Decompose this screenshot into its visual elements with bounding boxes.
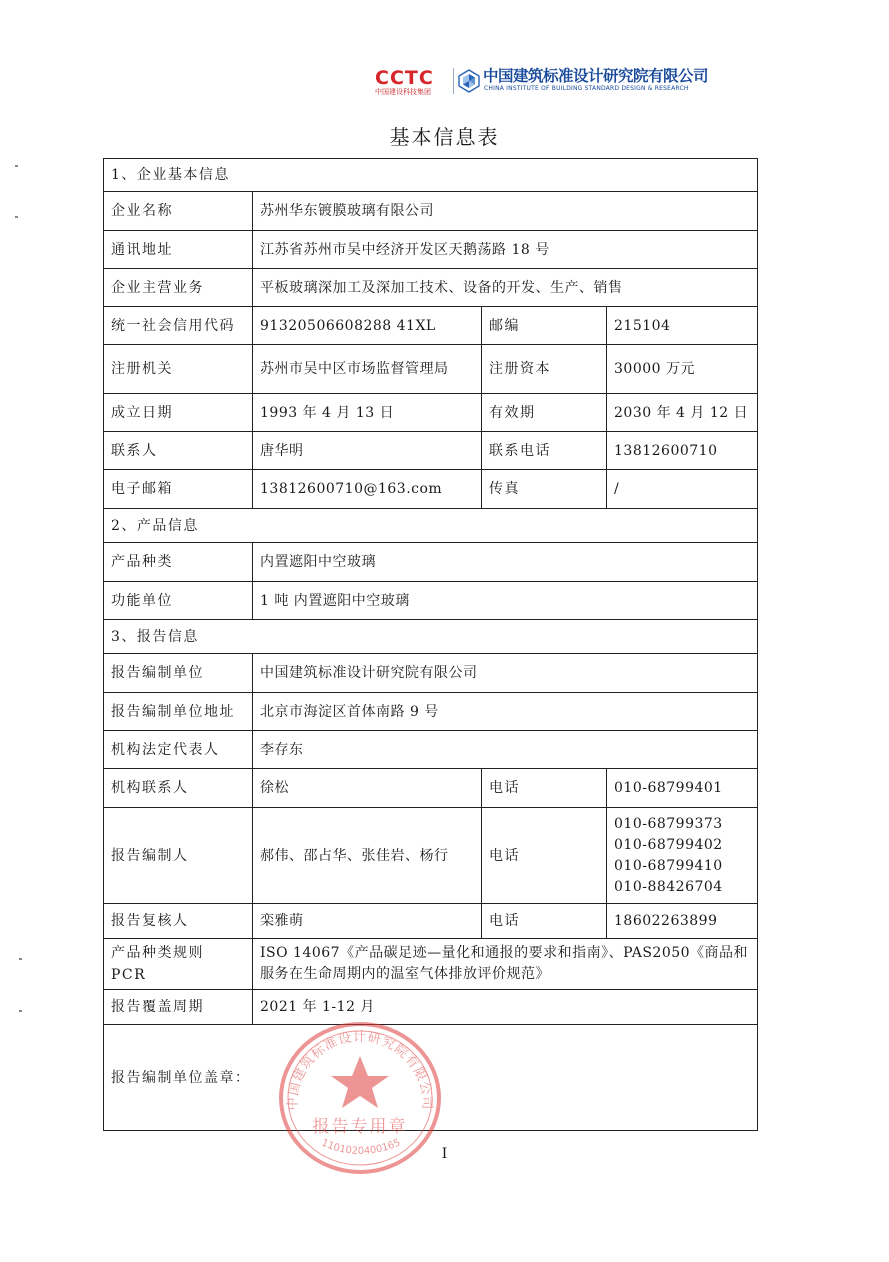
credit-code-value: 91320506608288 41XL — [253, 307, 482, 345]
table-row — [104, 269, 758, 307]
section-product-title: 2、产品信息 — [104, 509, 758, 543]
reg-authority-label: 注册机关 — [104, 345, 253, 394]
fax-value: / — [607, 470, 758, 509]
section-row — [104, 620, 758, 654]
functional-unit-value: 1 吨 内置遮阳中空玻璃 — [253, 582, 758, 620]
authors-value: 郝伟、邵占华、张佳岩、杨行 — [253, 808, 482, 904]
table-row — [104, 394, 758, 432]
table-row — [104, 192, 758, 231]
business-label: 企业主营业务 — [104, 269, 253, 307]
pcr-value: ISO 14067《产品碳足迹—量化和通报的要求和指南》、PAS2050《商品和服务在生命周期内的温室气体排放评价规范》 — [253, 939, 758, 990]
postcode-label: 邮编 — [482, 307, 607, 345]
org-contact-phone-label: 电话 — [482, 769, 607, 808]
scan-mark — [19, 958, 22, 960]
institute-name: 中国建筑标准设计研究院有限公司 — [483, 67, 709, 85]
business-value: 平板玻璃深加工及深加工技术、设备的开发、生产、销售 — [253, 269, 758, 307]
legal-rep-label: 机构法定代表人 — [104, 731, 253, 769]
cctc-logo-text: CCTC — [375, 67, 434, 89]
reg-capital-value: 30000 万元 — [607, 345, 758, 394]
seal-label: 报告编制单位盖章： — [104, 1025, 758, 1131]
table-row — [104, 345, 758, 394]
table-row — [104, 1025, 758, 1131]
scan-mark — [15, 165, 18, 167]
table-row — [104, 470, 758, 509]
org-contact-phone-value: 010-68799401 — [607, 769, 758, 808]
cctc-logo-subtitle: 中国建设科技集团 — [375, 88, 431, 96]
table-row — [104, 939, 758, 990]
phone-label: 联系电话 — [482, 432, 607, 470]
reviewer-phone-value: 18602263899 — [607, 904, 758, 939]
founded-value: 1993 年 4 月 13 日 — [253, 394, 482, 432]
cctc-logo — [375, 68, 451, 97]
reviewer-phone-label: 电话 — [482, 904, 607, 939]
founded-label: 成立日期 — [104, 394, 253, 432]
logo-divider — [453, 68, 454, 94]
fax-label: 传真 — [482, 470, 607, 509]
authors-phone-4: 010-88426704 — [614, 878, 723, 895]
seal-arc-text: 中国建筑标准设计研究院有限公司 — [285, 1030, 435, 1111]
org-contact-value: 徐松 — [253, 769, 482, 808]
table-row — [104, 307, 758, 345]
report-org-address-value: 北京市海淀区首体南路 9 号 — [253, 693, 758, 731]
page-number: I — [441, 1146, 448, 1162]
product-type-label: 产品种类 — [104, 543, 253, 582]
scan-mark — [15, 216, 18, 218]
page-title: 基本信息表 — [389, 125, 500, 149]
org-contact-label: 机构联系人 — [104, 769, 253, 808]
period-value: 2021 年 1-12 月 — [253, 990, 758, 1025]
authors-phone-2: 010-68799402 — [614, 836, 723, 853]
table-row — [104, 582, 758, 620]
institute-emblem-icon — [457, 69, 481, 93]
seal-number: 1101020400165 — [319, 1137, 403, 1158]
company-name-value: 苏州华东镀膜玻璃有限公司 — [253, 192, 758, 231]
table-row — [104, 990, 758, 1025]
reviewer-label: 报告复核人 — [104, 904, 253, 939]
address-label: 通讯地址 — [104, 231, 253, 269]
credit-code-label: 统一社会信用代码 — [104, 307, 253, 345]
table-row — [104, 769, 758, 808]
contact-value: 唐华明 — [253, 432, 482, 470]
report-org-address-label: 报告编制单位地址 — [104, 693, 253, 731]
address-value: 江苏省苏州市吴中经济开发区天鹅荡路 18 号 — [253, 231, 758, 269]
valid-value: 2030 年 4 月 12 日 — [607, 394, 758, 432]
section-company-title: 1、企业基本信息 — [104, 159, 758, 192]
section-row — [104, 159, 758, 192]
legal-rep-value: 李存东 — [253, 731, 758, 769]
authors-label: 报告编制人 — [104, 808, 253, 904]
postcode-value: 215104 — [607, 307, 758, 345]
valid-label: 有效期 — [482, 394, 607, 432]
authors-phone-1: 010-68799373 — [614, 815, 723, 832]
pcr-label: 产品种类规则 PCR — [104, 939, 253, 990]
scan-mark — [19, 1010, 22, 1012]
table-row — [104, 543, 758, 582]
reg-capital-label: 注册资本 — [482, 345, 607, 394]
table-row — [104, 654, 758, 693]
product-type-value: 内置遮阳中空玻璃 — [253, 543, 758, 582]
section-row — [104, 509, 758, 543]
table-row — [104, 231, 758, 269]
authors-phone-values — [607, 808, 758, 904]
institute-english-name: CHINA INSTITUTE OF BUILDING STANDARD DESIGN & RESEARCH — [484, 85, 689, 92]
authors-phone-3: 010-68799410 — [614, 857, 723, 874]
email-value: 13812600710@163.com — [253, 470, 482, 509]
table-row — [104, 693, 758, 731]
table-row — [104, 904, 758, 939]
report-org-value: 中国建筑标准设计研究院有限公司 — [253, 654, 758, 693]
section-report-title: 3、报告信息 — [104, 620, 758, 654]
company-name-label: 企业名称 — [104, 192, 253, 231]
basic-info-table — [103, 158, 758, 1131]
table-row — [104, 432, 758, 470]
reviewer-value: 栾雅萌 — [253, 904, 482, 939]
table-row — [104, 808, 758, 904]
document-header — [375, 64, 745, 100]
report-org-label: 报告编制单位 — [104, 654, 253, 693]
period-label: 报告覆盖周期 — [104, 990, 253, 1025]
authors-phone-label: 电话 — [482, 808, 607, 904]
email-label: 电子邮箱 — [104, 470, 253, 509]
table-row — [104, 731, 758, 769]
contact-label: 联系人 — [104, 432, 253, 470]
functional-unit-label: 功能单位 — [104, 582, 253, 620]
reg-authority-value: 苏州市吴中区市场监督管理局 — [253, 345, 482, 394]
phone-value: 13812600710 — [607, 432, 758, 470]
seal-center-text: 报告专用章 — [312, 1117, 408, 1137]
